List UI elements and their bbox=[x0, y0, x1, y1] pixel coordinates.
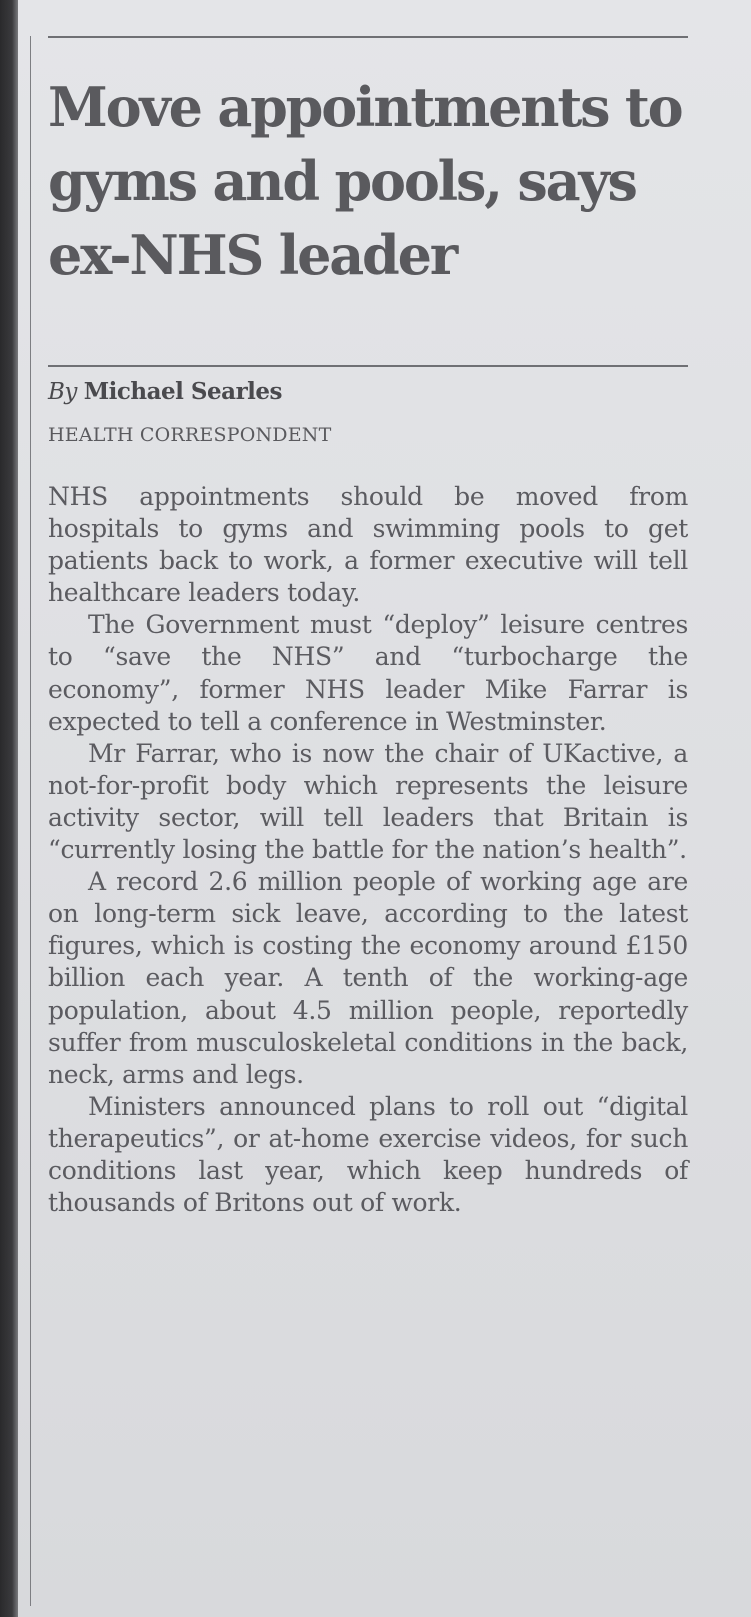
byline bbox=[48, 378, 282, 405]
column-rule bbox=[30, 36, 31, 1606]
scan-edge-shadow bbox=[0, 0, 20, 1617]
author-name: Michael Searles bbox=[83, 378, 283, 405]
paragraph-3: Mr Farrar, who is now the chair of UKactive, a not-for-profit body which represents the leisure activity sector, will tell leaders that Britain is “currently losing the battle for the nation’s health”. bbox=[48, 738, 688, 865]
paragraph-2: The Government must “deploy” leisure centres to “save the NHS” and “turbocharge the economy”, former NHS leader Mike Farrar is expected to tell a conference in Westminster. bbox=[48, 610, 688, 736]
paragraph-1: NHS appointments should be moved from hospitals to gyms and swimming pools to get patients back to work, a former executive will tell healthcare leaders today. bbox=[48, 482, 688, 608]
top-divider bbox=[48, 36, 688, 38]
headline: Move appointments to gyms and pools, says ex-NHS leader bbox=[48, 75, 682, 287]
article-body bbox=[48, 481, 688, 1219]
headline-divider bbox=[48, 365, 688, 367]
paragraph-4: A record 2.6 million people of working age are on long-term sick leave, according to the latest figures, which is costing the economy around £150 billion each year. A tenth of the working-age population, about 4.5 million people, reportedly suffer from musculoskeletal conditions in the back, neck, arms and legs. bbox=[48, 867, 688, 1089]
paragraph-5: Ministers announced plans to roll out “digital therapeutics”, or at-home exercise videos, for such conditions last year, which keep hundreds of thousands of Britons out of work. bbox=[48, 1091, 688, 1218]
byline-prefix: By bbox=[48, 379, 77, 405]
author-role: HEALTH CORRESPONDENT bbox=[48, 424, 332, 446]
